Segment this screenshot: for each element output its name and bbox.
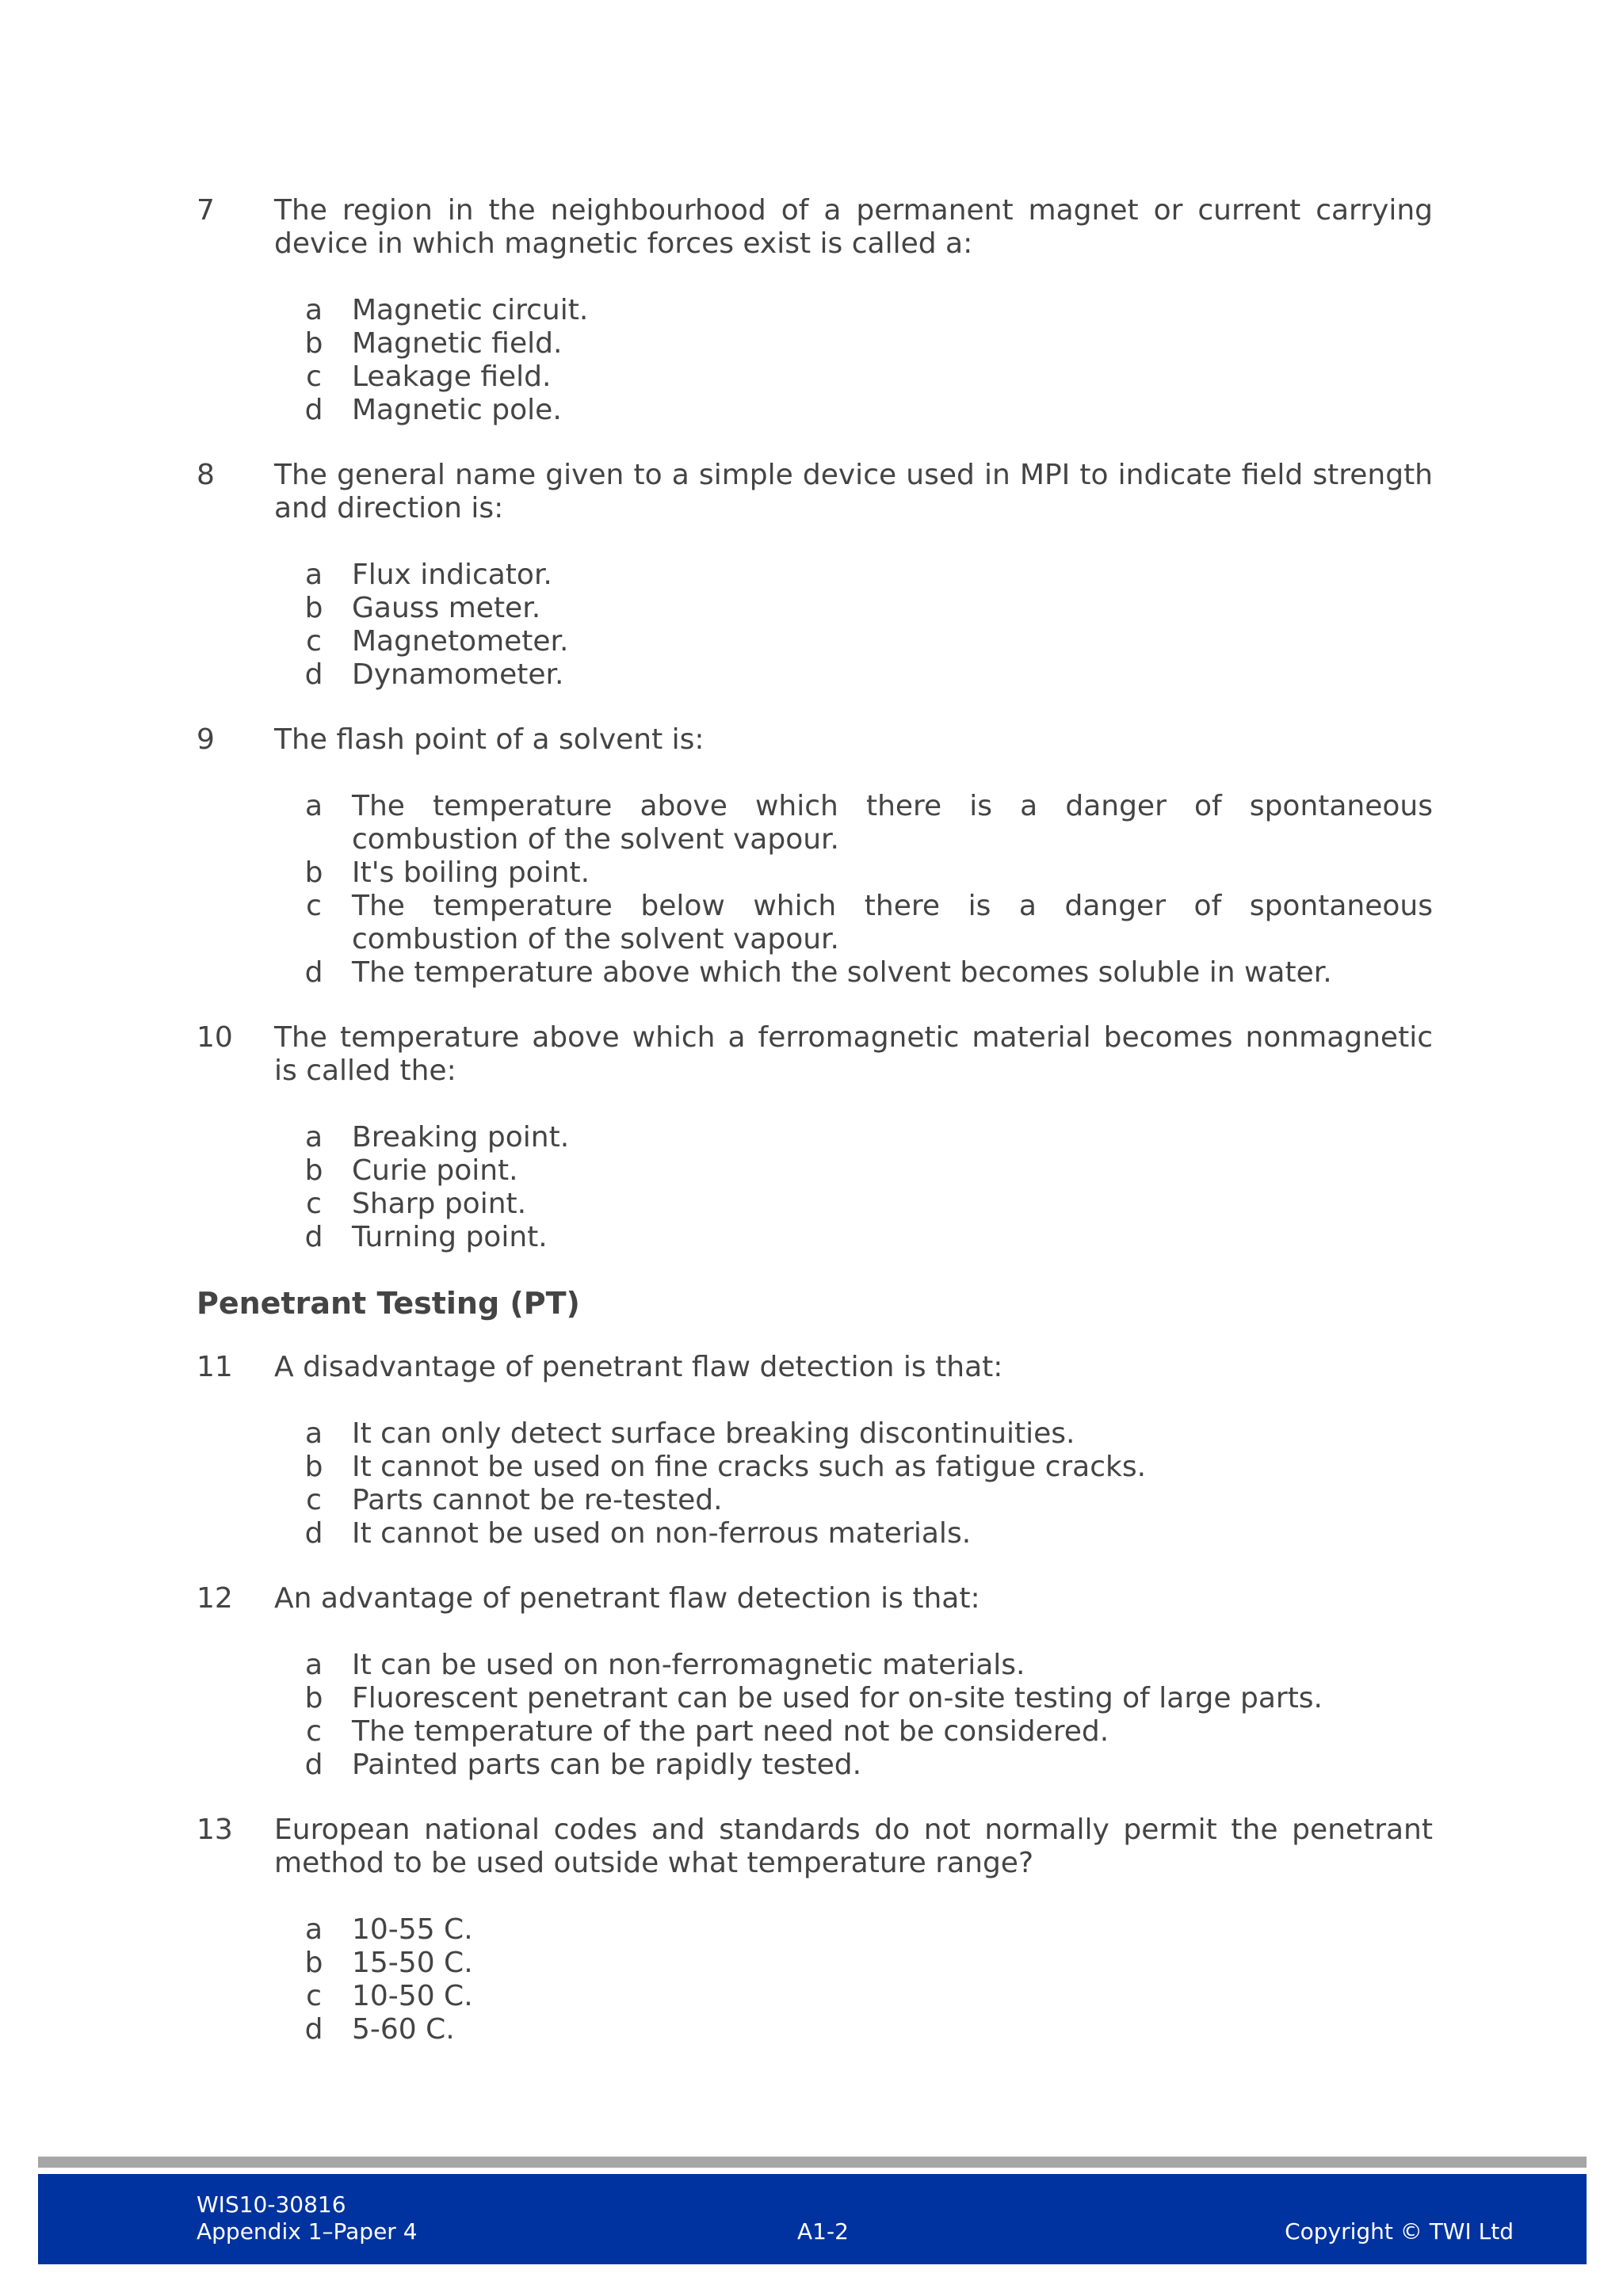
option-letter: a bbox=[304, 1913, 323, 1946]
question-number: 7 bbox=[197, 194, 215, 227]
option-item bbox=[197, 1715, 1433, 1749]
option-item bbox=[197, 1749, 1433, 1782]
option-text: The temperature above which the solvent becomes soluble in water. bbox=[352, 956, 1332, 989]
option-letter: c bbox=[306, 1484, 322, 1516]
option-letter: d bbox=[304, 394, 323, 426]
option-letter: d bbox=[304, 1749, 323, 1781]
footer-doc-title: Appendix 1–Paper 4 bbox=[197, 2218, 418, 2245]
option-text: Flux indicator. bbox=[352, 559, 552, 591]
option-item bbox=[197, 1484, 1433, 1517]
option-letter: c bbox=[306, 625, 322, 658]
option-text: The temperature above which there is a danger of spontaneous combustion of the solvent vapour. bbox=[352, 790, 1433, 856]
option-item bbox=[197, 625, 1433, 658]
option-item bbox=[197, 592, 1433, 625]
footer-page-number: A1-2 bbox=[797, 2218, 849, 2245]
option-item bbox=[197, 890, 1433, 956]
option-letter: b bbox=[304, 327, 323, 360]
option-text: It can only detect surface breaking discontinuities. bbox=[352, 1417, 1075, 1450]
option-list bbox=[197, 1121, 1433, 1254]
footer-divider bbox=[38, 2157, 1587, 2168]
option-letter: b bbox=[304, 856, 323, 889]
option-list bbox=[197, 1913, 1433, 2046]
option-item bbox=[197, 1417, 1433, 1451]
option-letter: c bbox=[306, 360, 322, 393]
question-13 bbox=[197, 1814, 1433, 2046]
option-item bbox=[197, 1517, 1433, 1550]
option-letter: d bbox=[304, 956, 323, 989]
option-letter: c bbox=[306, 1980, 322, 2012]
option-letter: a bbox=[304, 1649, 323, 1681]
question-text: European national codes and standards do not normally permit the penetrant method to be used outside what temperature range? bbox=[274, 1814, 1433, 1879]
option-text: Sharp point. bbox=[352, 1188, 527, 1220]
question-number: 12 bbox=[197, 1582, 233, 1615]
option-text: Magnetic pole. bbox=[352, 394, 562, 426]
option-letter: c bbox=[306, 1715, 322, 1748]
option-text: Breaking point. bbox=[352, 1121, 570, 1154]
option-item bbox=[197, 394, 1433, 427]
option-text: It cannot be used on fine cracks such as fatigue cracks. bbox=[352, 1451, 1147, 1483]
option-text: Curie point. bbox=[352, 1154, 518, 1187]
option-text: 10-50 C. bbox=[352, 1980, 473, 2012]
question-number: 11 bbox=[197, 1351, 233, 1383]
question-text: An advantage of penetrant flaw detection is that: bbox=[274, 1582, 980, 1615]
option-letter: b bbox=[304, 1451, 323, 1483]
option-letter: b bbox=[304, 592, 323, 624]
section-heading: Penetrant Testing (PT) bbox=[197, 1286, 580, 1321]
option-letter: a bbox=[304, 559, 323, 591]
option-letter: b bbox=[304, 1682, 323, 1714]
question-text: The temperature above which a ferromagnetic material becomes nonmagnetic is called the: bbox=[274, 1021, 1433, 1087]
option-item bbox=[197, 294, 1433, 327]
option-item bbox=[197, 1188, 1433, 1221]
option-letter: a bbox=[304, 790, 323, 822]
option-item bbox=[197, 2013, 1433, 2046]
option-item bbox=[197, 1154, 1433, 1188]
question-number: 8 bbox=[197, 459, 215, 491]
option-item bbox=[197, 856, 1433, 890]
question-7 bbox=[197, 194, 1433, 427]
page-footer bbox=[38, 2174, 1587, 2264]
question-8 bbox=[197, 459, 1433, 692]
option-text: Leakage field. bbox=[352, 360, 552, 393]
option-item bbox=[197, 1221, 1433, 1254]
option-text: It cannot be used on non-ferrous materials. bbox=[352, 1517, 972, 1550]
option-text: 5-60 C. bbox=[352, 2013, 455, 2046]
option-list bbox=[197, 294, 1433, 427]
option-letter: d bbox=[304, 658, 323, 691]
question-number: 13 bbox=[197, 1814, 233, 1846]
option-text: It's boiling point. bbox=[352, 856, 590, 889]
option-list bbox=[197, 1649, 1433, 1782]
question-10 bbox=[197, 1021, 1433, 1254]
option-list bbox=[197, 790, 1433, 990]
question-12 bbox=[197, 1582, 1433, 1782]
option-item bbox=[197, 360, 1433, 394]
option-letter: b bbox=[304, 1154, 323, 1187]
question-9 bbox=[197, 723, 1433, 990]
option-text: Magnetic circuit. bbox=[352, 294, 589, 326]
option-list bbox=[197, 1417, 1433, 1550]
option-item bbox=[197, 658, 1433, 692]
option-item bbox=[197, 1913, 1433, 1947]
option-letter: c bbox=[306, 890, 322, 922]
option-text: Gauss meter. bbox=[352, 592, 541, 624]
option-letter: a bbox=[304, 1417, 323, 1450]
option-letter: c bbox=[306, 1188, 322, 1220]
option-item bbox=[197, 1980, 1433, 2013]
option-letter: b bbox=[304, 1947, 323, 1979]
option-item bbox=[197, 1451, 1433, 1484]
question-number: 10 bbox=[197, 1021, 233, 1054]
option-text: Fluorescent penetrant can be used for on-site testing of large parts. bbox=[352, 1682, 1323, 1714]
option-letter: a bbox=[304, 1121, 323, 1154]
question-number: 9 bbox=[197, 723, 215, 756]
option-text: The temperature below which there is a danger of spontaneous combustion of the solvent vapour. bbox=[352, 890, 1433, 955]
option-text: Dynamometer. bbox=[352, 658, 564, 691]
option-text: Painted parts can be rapidly tested. bbox=[352, 1749, 862, 1781]
option-letter: d bbox=[304, 1517, 323, 1550]
footer-copyright: Copyright © TWI Ltd bbox=[1285, 2218, 1514, 2245]
option-item bbox=[197, 1121, 1433, 1154]
option-item bbox=[197, 1649, 1433, 1682]
option-text: 10-55 C. bbox=[352, 1913, 473, 1946]
question-text: The region in the neighbourhood of a permanent magnet or current carrying device in which magnetic forces exist is called a: bbox=[274, 194, 1433, 260]
option-list bbox=[197, 559, 1433, 692]
question-text: The flash point of a solvent is: bbox=[274, 723, 705, 756]
question-text: A disadvantage of penetrant flaw detection is that: bbox=[274, 1351, 1003, 1383]
option-text: Parts cannot be re-tested. bbox=[352, 1484, 723, 1516]
option-text: The temperature of the part need not be considered. bbox=[352, 1715, 1109, 1748]
option-letter: d bbox=[304, 2013, 323, 2046]
option-item bbox=[197, 1682, 1433, 1715]
option-item bbox=[197, 327, 1433, 360]
option-text: Magnetic field. bbox=[352, 327, 563, 360]
option-text: Turning point. bbox=[352, 1221, 548, 1253]
option-letter: d bbox=[304, 1221, 323, 1253]
option-item bbox=[197, 1947, 1433, 1980]
option-letter: a bbox=[304, 294, 323, 326]
footer-doc-id: WIS10-30816 bbox=[197, 2191, 346, 2218]
question-content bbox=[197, 194, 1433, 2078]
question-11 bbox=[197, 1351, 1433, 1550]
question-text: The general name given to a simple device used in MPI to indicate field strength and direction is: bbox=[274, 459, 1433, 524]
option-text: Magnetometer. bbox=[352, 625, 569, 658]
option-item bbox=[197, 559, 1433, 592]
option-text: It can be used on non-ferromagnetic materials. bbox=[352, 1649, 1025, 1681]
option-item bbox=[197, 956, 1433, 990]
footer-document-info bbox=[197, 2191, 418, 2245]
option-item bbox=[197, 790, 1433, 856]
option-text: 15-50 C. bbox=[352, 1947, 473, 1979]
